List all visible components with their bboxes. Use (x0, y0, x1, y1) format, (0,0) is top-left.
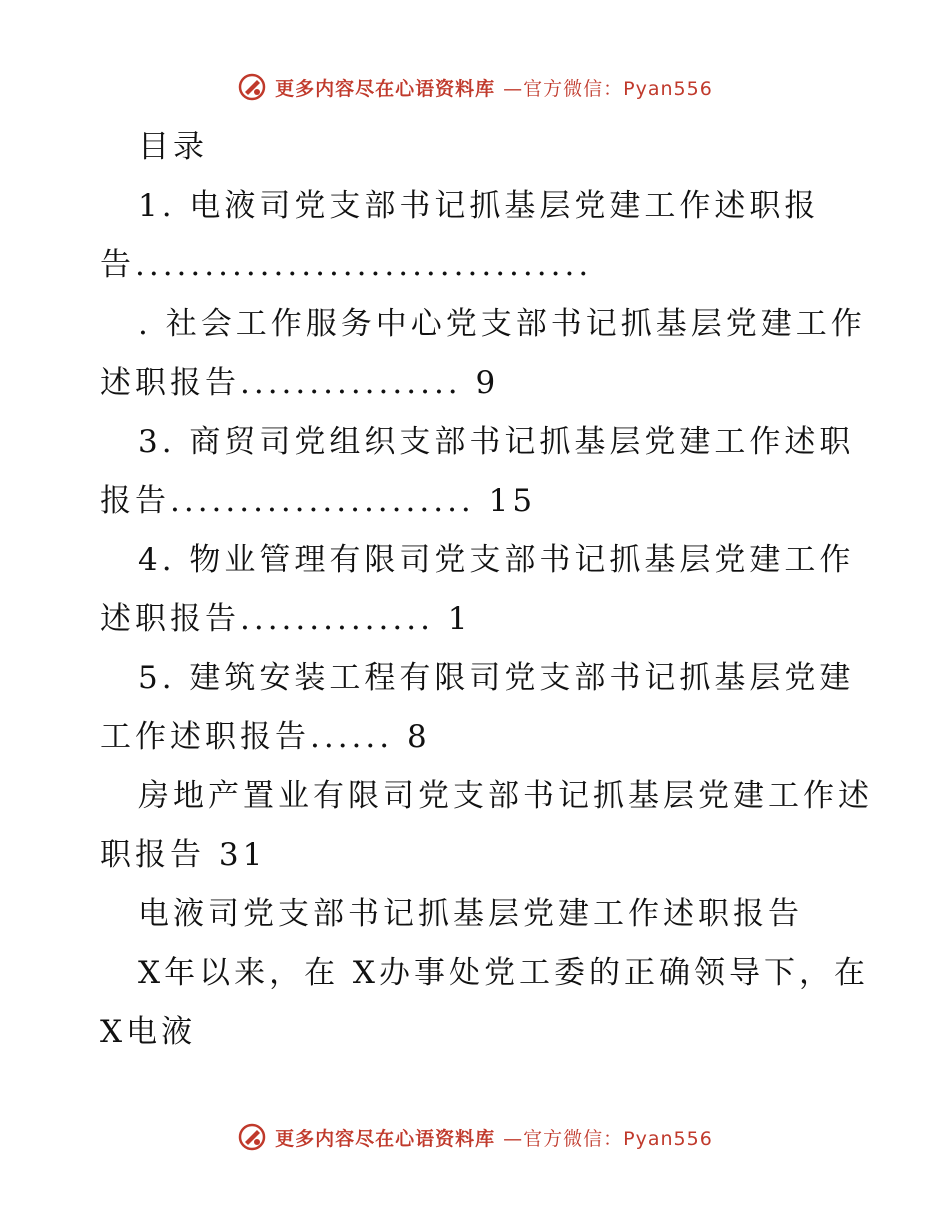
toc-entry-1-line2: 告................................. (100, 247, 593, 283)
toc-entry-2-line2: 述职报告................ 9 (100, 365, 500, 401)
footer-watermark (0, 1122, 950, 1152)
toc-entry-1-line1: 1. 电液司党支部书记抓基层党建工作述职报 (138, 188, 820, 224)
paragraph-line-2: X电液 (100, 1014, 197, 1050)
toc-entry-3-line1: 3. 商贸司党组织支部书记抓基层党建工作述职 (138, 424, 855, 460)
toc-title: 目录 (138, 129, 208, 165)
watermark-text: 更多内容尽在心语资料库 (275, 77, 496, 100)
watermark-text: 更多内容尽在心语资料库 (275, 1127, 496, 1150)
paragraph-line-1: X年以来，在 X办事处党工委的正确领导下，在 (138, 955, 869, 991)
header-watermark (0, 72, 950, 102)
toc-entry-5-line1: 5. 建筑安装工程有限司党支部书记抓基层党建 (138, 660, 855, 696)
pen-logo-icon (237, 72, 267, 102)
document-content (100, 118, 873, 1062)
watermark-suffix: —官方微信：Pyan556 (503, 1127, 713, 1150)
toc-entry-4-line2: 述职报告.............. 1 (100, 601, 472, 637)
toc-entry-6-line2: 职报告 31 (100, 837, 267, 873)
toc-entry-5-line2: 工作述职报告...... 8 (100, 719, 431, 755)
pen-logo-icon (237, 1122, 267, 1152)
toc-entry-3-line2: 报告...................... 15 (100, 483, 537, 519)
toc-entry-6-line1: 房地产置业有限司党支部书记抓基层党建工作述 (138, 778, 873, 814)
toc-entry-4-line1: 4. 物业管理有限司党支部书记抓基层党建工作 (138, 542, 855, 578)
toc-entry-2-line1: . 社会工作服务中心党支部书记抓基层党建工作 (138, 306, 866, 342)
section-heading: 电液司党支部书记抓基层党建工作述职报告 (138, 896, 803, 932)
watermark-suffix: —官方微信：Pyan556 (503, 77, 713, 100)
